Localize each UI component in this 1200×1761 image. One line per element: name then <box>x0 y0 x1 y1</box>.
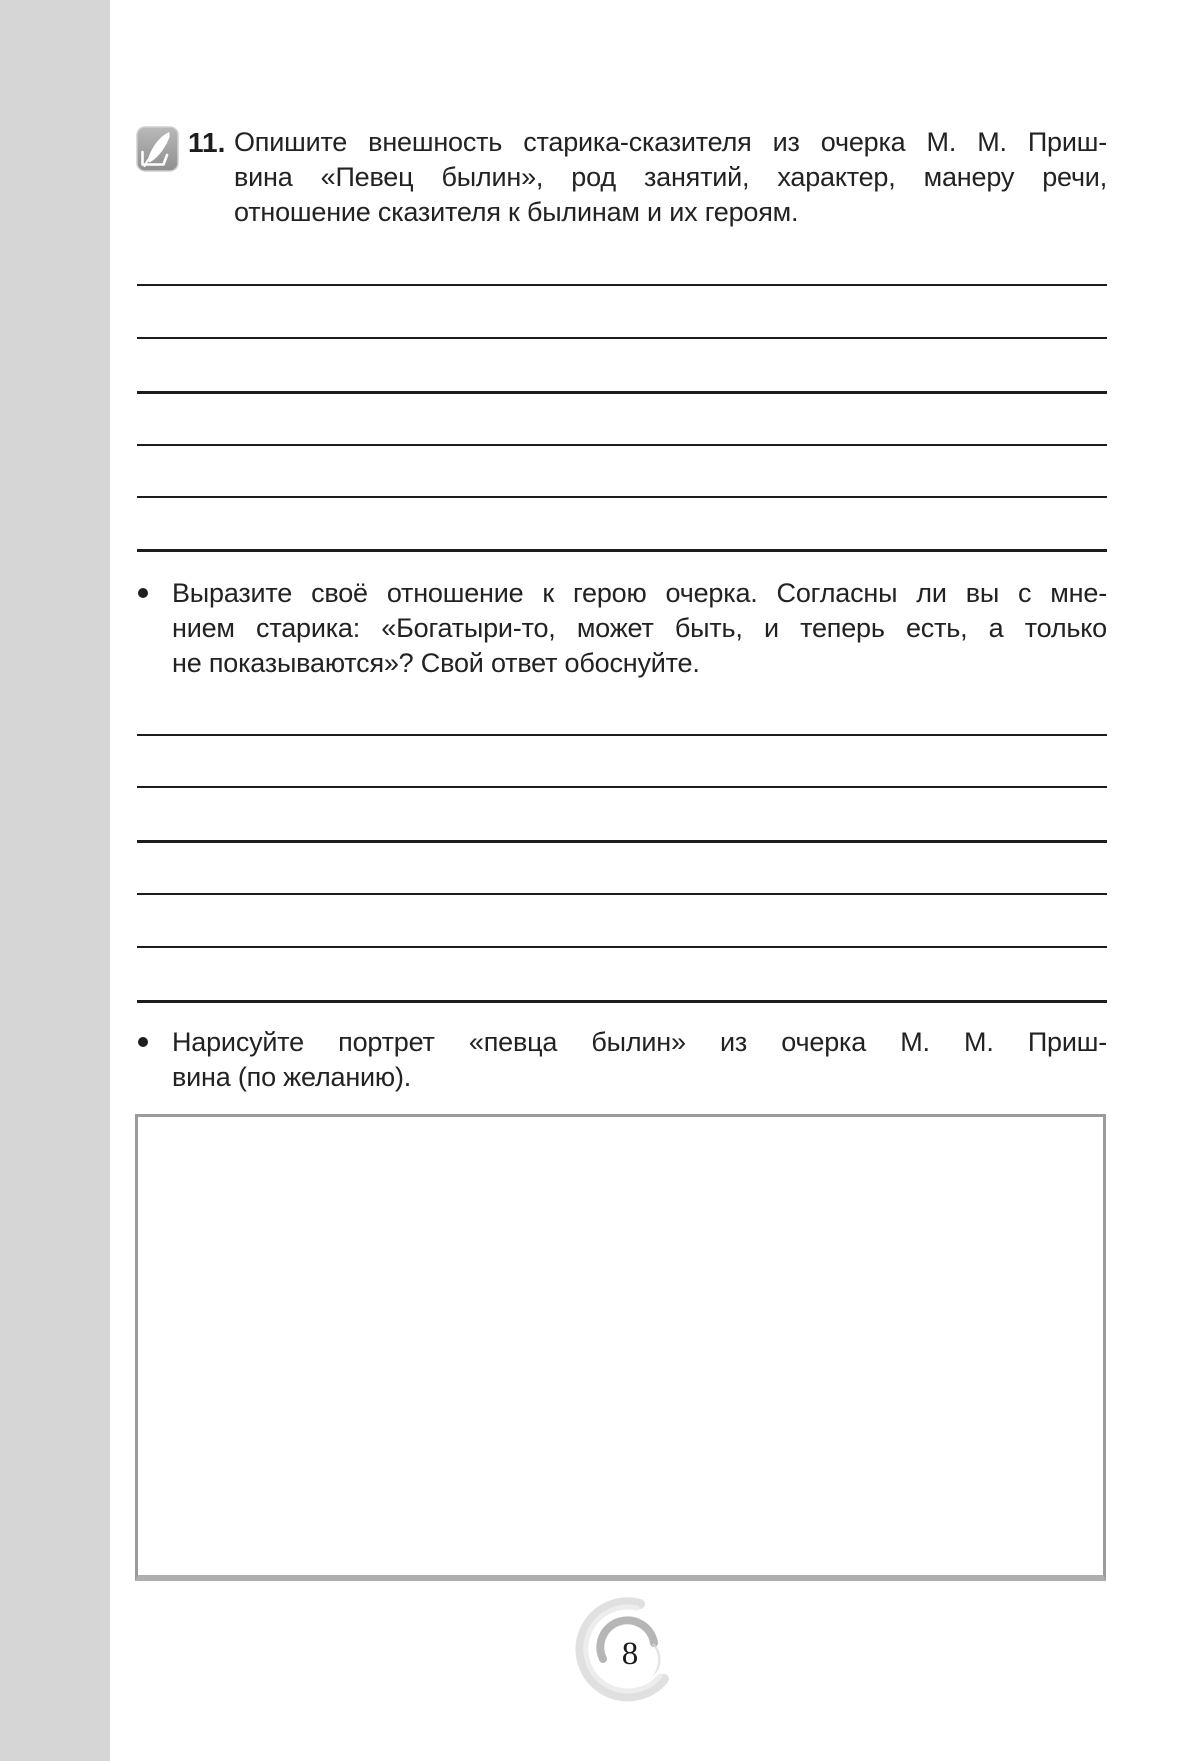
writing-line[interactable] <box>137 391 1107 394</box>
bullet2-text-line: Нарисуйте портрет «певца былин» из очерка М. М. Приш- <box>172 1027 1107 1057</box>
page-margin-strip <box>0 0 110 1761</box>
bullet-marker <box>138 588 148 598</box>
writing-line[interactable] <box>137 734 1107 736</box>
task-text-line: вина «Певец былин», род занятий, характер, манеру речи, <box>234 162 1107 192</box>
writing-line[interactable] <box>137 946 1107 948</box>
bullet-marker <box>138 1037 148 1047</box>
writing-line[interactable] <box>137 840 1107 843</box>
writing-line[interactable] <box>137 444 1107 446</box>
writing-line[interactable] <box>137 496 1107 498</box>
writing-line[interactable] <box>137 893 1107 895</box>
writing-line[interactable] <box>137 786 1107 788</box>
task-text <box>234 125 1107 230</box>
drawing-box[interactable] <box>135 1114 1106 1581</box>
bullet2-text <box>172 1025 1107 1095</box>
bullet2-text-line: вина (по желанию). <box>172 1062 412 1092</box>
writing-line[interactable] <box>137 284 1107 286</box>
page-number: 8 <box>621 1636 639 1672</box>
task-number: 11. <box>188 127 226 158</box>
bullet1-text-line: нием старика: «Богатыри-то, может быть, и теперь есть, а только <box>172 613 1107 643</box>
task-text-line: отношение сказителя к былинам и их героям. <box>234 197 799 227</box>
writing-line[interactable] <box>137 1000 1107 1003</box>
bullet1-text-line: Выразите своё отношение к герою очерка. Согласны ли вы с мне- <box>172 578 1107 608</box>
writing-line[interactable] <box>137 337 1107 339</box>
task-text-line: Опишите внешность старика-сказителя из очерка М. М. Приш- <box>234 127 1107 157</box>
bullet1-text <box>172 576 1107 681</box>
quill-pen-icon <box>136 126 179 172</box>
writing-line[interactable] <box>137 549 1107 552</box>
bullet1-text-line: не показываются»? Свой ответ обоснуйте. <box>172 648 700 678</box>
